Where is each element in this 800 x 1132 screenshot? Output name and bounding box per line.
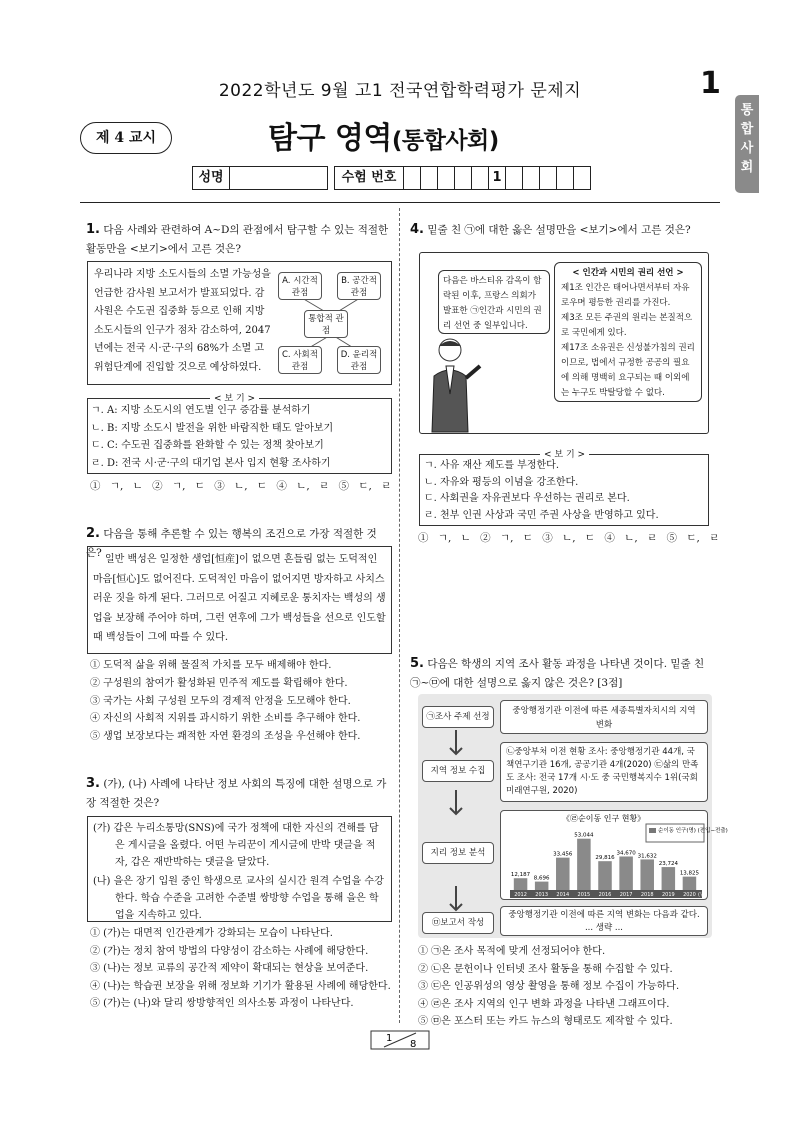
q5-step-label: ㉠조사 주제 선정	[422, 706, 494, 728]
chart-data-label: 34,670	[616, 850, 636, 857]
speaker-figure-icon	[422, 336, 486, 432]
q1-options[interactable]: ① ㄱ, ㄴ ② ㄱ, ㄷ ③ ㄴ, ㄷ ④ ㄴ, ㄹ ⑤ ㄷ, ㄹ	[90, 480, 392, 492]
chart-bar	[619, 856, 633, 890]
q5-option[interactable]: ② ㉡은 문헌이나 인터넷 조사 활동을 통해 수집할 수 있다.	[418, 963, 673, 975]
q5-step-content: 중앙행정기관 이전에 따른 세종특별자치시의 지역 변화	[500, 700, 708, 734]
q4-bogi-item: ㄴ. 자유와 평등의 이념을 강조한다.	[424, 476, 579, 488]
exam-no-digit: 1	[489, 166, 506, 190]
chart-bar	[556, 858, 570, 890]
q4-board-article: 제1조 인간은 태어나면서부터 자유로우며 평등한 권리를 가진다.	[561, 283, 690, 308]
q5-option[interactable]: ④ ㉣은 조사 지역의 인구 변화 과정을 나타낸 그래프이다.	[418, 998, 670, 1010]
exam-no-cell[interactable]	[421, 166, 438, 190]
q5-option[interactable]: ⑤ ㉤은 포스터 또는 카드 뉴스의 형태로도 제작할 수 있다.	[418, 1016, 673, 1028]
q1-node-b: B. 공간적 관점	[337, 272, 381, 300]
q4-board-article: 제3조 모든 주권의 원리는 본질적으로 국민에게 있다.	[561, 313, 693, 338]
q5-step-label: ㉤보고서 작성	[422, 912, 494, 934]
footer-page: 1	[386, 1033, 393, 1044]
q2-option[interactable]: ③ 국가는 사회 구성원 모두의 경제적 안정을 도모해야 한다.	[90, 695, 351, 707]
q4-declaration-board	[554, 262, 702, 402]
q3-option[interactable]: ④ (나)는 학습권 보장을 위해 정보화 기기가 활용된 사례에 해당한다.	[90, 980, 391, 992]
q4-bogi-item: ㄷ. 사회권을 자유권보다 우선하는 권리로 본다.	[424, 493, 630, 504]
id-row	[192, 166, 591, 190]
q5-population-chart	[500, 810, 728, 900]
chart-tick-label: 2013	[535, 892, 549, 898]
chart-data-label: 13,825	[679, 870, 700, 877]
column-divider	[399, 208, 400, 1023]
q5-step-label: 지리 정보 분석	[422, 842, 494, 864]
q5-options	[418, 943, 718, 1031]
chart-tick-label: 2016	[598, 892, 612, 898]
header-rule	[80, 202, 720, 203]
chart-data-label: 33,456	[553, 851, 573, 858]
q1-bogi-title: < 보 기 >	[210, 391, 259, 404]
q4-number: 4.	[410, 222, 424, 237]
chart-bar	[577, 839, 591, 890]
q2-option[interactable]: ④ 자신의 사회적 지위를 과시하기 위한 소비를 추구해야 한다.	[90, 713, 361, 725]
chart-tick-label: 2017	[619, 892, 633, 898]
chart-data-label: 29,816	[595, 855, 615, 862]
q4-stem-text: 밑줄 친 ㉠에 대한 옳은 설명만을 <보기>에서 고른 것은?	[427, 224, 691, 236]
subject-sub: (통합사회)	[391, 128, 499, 154]
q1-stem	[86, 220, 392, 259]
q3-options	[90, 925, 395, 1013]
chart-bar	[535, 882, 549, 890]
chart-title: 《㉣순이동 인구 현황》	[562, 814, 646, 823]
q2-option[interactable]: ⑤ 생업 보장보다는 쾌적한 자연 환경의 조성을 우선해야 한다.	[90, 731, 361, 743]
chart-data-label: 31,632	[637, 853, 657, 860]
q4-stem	[410, 220, 710, 240]
q3-passage-b: (나) 을은 장기 입원 중인 학생으로 교사의 실시간 원격 수업을 수강한다. 학습 수준을 고려한 수준별 쌍방향 수업을 통해 을은 학업을 지속하고 있다.	[93, 876, 384, 921]
q1-bogi-item: ㄹ. D: 전국 시·군·구의 대기업 본사 입지 현황 조사하기	[91, 457, 331, 469]
q3-passage-a: (가) 갑은 누리소통망(SNS)에 국가 정책에 대한 자신의 견해를 담은 게시글을 올렸다. 어떤 누리꾼이 게시글에 반박 댓글을 적자, 갑은 재반박하는 댓글을 달았다.	[93, 823, 379, 868]
side-tab-char: 사	[740, 141, 754, 156]
q5-stem	[410, 654, 716, 693]
q1-node-a: A. 시간적 관점	[278, 272, 322, 300]
chart-legend-label: 순이동 인구(명) (전입−전출)	[658, 828, 728, 834]
exam-no-cell[interactable]	[557, 166, 574, 190]
footer-total: 8	[410, 1039, 417, 1050]
exam-no-cell[interactable]	[455, 166, 472, 190]
chart-x-unit: (년)	[698, 892, 707, 898]
q1-bogi-item: ㄱ. A: 지방 소도시의 연도별 인구 증감률 분석하기	[91, 405, 311, 416]
q3-stem	[86, 774, 392, 813]
q3-option[interactable]: ② (가)는 정치 참여 방법의 다양성이 감소하는 사례에 해당한다.	[90, 945, 369, 957]
chart-tick-label: 2020	[683, 892, 696, 898]
q1-node-d: D. 윤리적 관점	[337, 346, 381, 374]
chart-tick-label: 2019	[661, 892, 675, 898]
q4-board-article: 제17조 소유권은 신성불가침의 권리이므로, 법에서 규정한 공공의 필요에 의해 명백히 요구되는 때 이외에는 누구도 박탈당할 수 없다.	[561, 343, 695, 398]
q5-stem-text: 다음은 학생의 지역 조사 활동 과정을 나타낸 것이다. 밑줄 친 ㉠~㉤에 대한 설명으로 옳지 않은 것은? [3점]	[410, 658, 705, 689]
chart-bar	[640, 859, 654, 890]
q3-stem-text: (가), (나) 사례에 나타난 정보 사회의 특징에 대한 설명으로 가장 적절한 것은?	[86, 778, 387, 809]
chart-data-label: 23,724	[658, 861, 678, 868]
q1-stem-text: 다음 사례와 관련하여 A~D의 관점에서 탐구할 수 있는 적절한 활동만을 <보기>에서 고른 것은?	[86, 224, 389, 255]
q4-speech-bubble: 다음은 바스티유 감옥이 함락된 이후, 프랑스 의회가 발표한 ㉠인간과 시민의 권리 선언 중 일부입니다.	[438, 270, 550, 334]
chart-bar	[598, 861, 612, 890]
q1-node-c: C. 사회적 관점	[278, 346, 322, 374]
q4-bogi-title: < 보 기 >	[540, 447, 589, 460]
name-label: 성명	[192, 166, 230, 190]
q3-option[interactable]: ⑤ (가)는 (나)와 달리 쌍방향적인 의사소통 과정이 나타난다.	[90, 998, 354, 1010]
q4-bogi-item: ㄱ. 사유 재산 제도를 부정한다.	[424, 460, 559, 471]
subject-title	[268, 113, 499, 157]
q1-bogi-item: ㄷ. C: 수도권 집중화를 완화할 수 있는 정책 찾아보기	[91, 440, 324, 451]
q3-option[interactable]: ① (가)는 대면적 인간관계가 강화되는 모습이 나타난다.	[90, 928, 333, 939]
q2-stem-text: 다음을 통해 추론할 수 있는 행복의 조건으로 가장 적절한 것은?	[86, 528, 377, 559]
q2-options	[90, 657, 395, 746]
page-number: 1	[700, 66, 721, 101]
chart-bar	[514, 878, 528, 890]
chart-tick-label: 2015	[577, 892, 591, 898]
q4-options[interactable]: ① ㄱ, ㄴ ② ㄱ, ㄷ ③ ㄴ, ㄷ ④ ㄴ, ㄹ ⑤ ㄷ, ㄹ	[418, 532, 720, 544]
q4-bogi-item: ㄹ. 천부 인권 사상과 국민 주권 사상을 반영하고 있다.	[424, 509, 659, 521]
chart-bar	[683, 877, 697, 890]
chart-tick-label: 2012	[514, 892, 527, 898]
q5-number: 5.	[410, 656, 424, 671]
exam-no-cell[interactable]	[574, 166, 591, 190]
chart-tick-label: 2014	[556, 892, 570, 898]
side-tab-char: 회	[740, 160, 754, 175]
q4-board-title: < 인간과 시민의 권리 선언 >	[572, 268, 684, 278]
subject-side-tab	[735, 95, 759, 193]
exam-no-cell[interactable]	[404, 166, 421, 190]
side-tab-char: 통	[740, 103, 754, 118]
q2-option[interactable]: ② 구성원의 참여가 활성화된 민주적 제도를 확립해야 한다.	[90, 677, 348, 689]
q2-number: 2.	[86, 526, 100, 541]
page-indicator	[370, 1030, 430, 1050]
side-tab-char: 합	[740, 122, 754, 137]
q5-step-content: 중앙행정기관 이전에 따른 지역 변화는 다음과 같다. ... 생략 ...	[500, 906, 708, 936]
q2-option[interactable]: ① 도덕적 삶을 위해 물질적 가치를 모두 배제해야 한다.	[90, 660, 332, 671]
subject-main: 탐구 영역	[268, 121, 392, 156]
chart-tick-label: 2018	[640, 892, 654, 898]
exam-no-cell[interactable]	[523, 166, 540, 190]
exam-no-cell[interactable]	[506, 166, 523, 190]
chart-data-label: 12,187	[510, 872, 531, 879]
q1-number: 1.	[86, 222, 100, 237]
q2-passage: 일반 백성은 일정한 생업[恒産]이 없으면 흔들림 없는 도덕적인 마음[恒心]도 없어진다. 도덕적인 마음이 없어지면 방자하고 사치스러운 짓을 하게 된다. 그러므로 어질고 지혜로운 통치자는 백성의 생업을 보장해 주어야 하며, 그런 연후에 그가 백성들을 선으로 인도할 때 백성들이 그에 따를 수 있다.	[93, 554, 386, 643]
q4-bogi-list	[424, 458, 708, 524]
q1-bogi-list	[91, 402, 391, 472]
q3-option[interactable]: ③ (나)는 정보 교류의 공간적 제약이 확대되는 현상을 보여준다.	[90, 963, 369, 975]
chart-data-label: 8,696	[533, 875, 550, 882]
q5-option[interactable]: ① ㉠은 조사 목적에 맞게 선정되어야 한다.	[418, 946, 606, 957]
q3-number: 3.	[86, 776, 100, 791]
name-field[interactable]	[230, 166, 328, 190]
q1-node-center: 통합적 관점	[304, 310, 348, 338]
q5-step-label: 지역 정보 수집	[422, 760, 494, 782]
chart-data-label: 53,044	[574, 832, 594, 839]
exam-title: 2022학년도 9월 고1 전국연합학력평가 문제지	[218, 81, 582, 101]
exam-no-cell[interactable]	[540, 166, 557, 190]
exam-no-label: 수험 번호	[334, 166, 404, 190]
q5-option[interactable]: ③ ㉢은 인공위성의 영상 촬영을 통해 정보 수집이 가능하다.	[418, 981, 680, 993]
period-badge: 제 4 교시	[80, 122, 172, 154]
q1-passage: 우리나라 지방 소도시들의 소멸 가능성을 언급한 감사원 보고서가 발표되었다. 감사원은 수도권 집중화 등으로 인해 지방 소도시들의 인구가 점차 감소하여, 2047년에는 전국 시·군·구의 68%가 소멸 고위험단계에 진입할 것으로 예상하였다.	[94, 269, 271, 373]
q1-bogi-item: ㄴ. B: 지방 소도시 발전을 위한 바람직한 태도 알아보기	[91, 422, 334, 434]
exam-no-cell[interactable]	[438, 166, 455, 190]
exam-no-cell[interactable]	[472, 166, 489, 190]
chart-legend-swatch	[649, 828, 656, 833]
chart-bar	[662, 867, 676, 890]
q5-step-content: ㉡중앙부처 이전 현황 조사: 중앙행정기관 44개, 국책연구기관 16개, 공공기관 4개(2020) ㉢삶의 만족도 조사: 전국 17개 시·도 중 국민행복지수 1위(국회미래연구원, 2020)	[500, 742, 708, 802]
